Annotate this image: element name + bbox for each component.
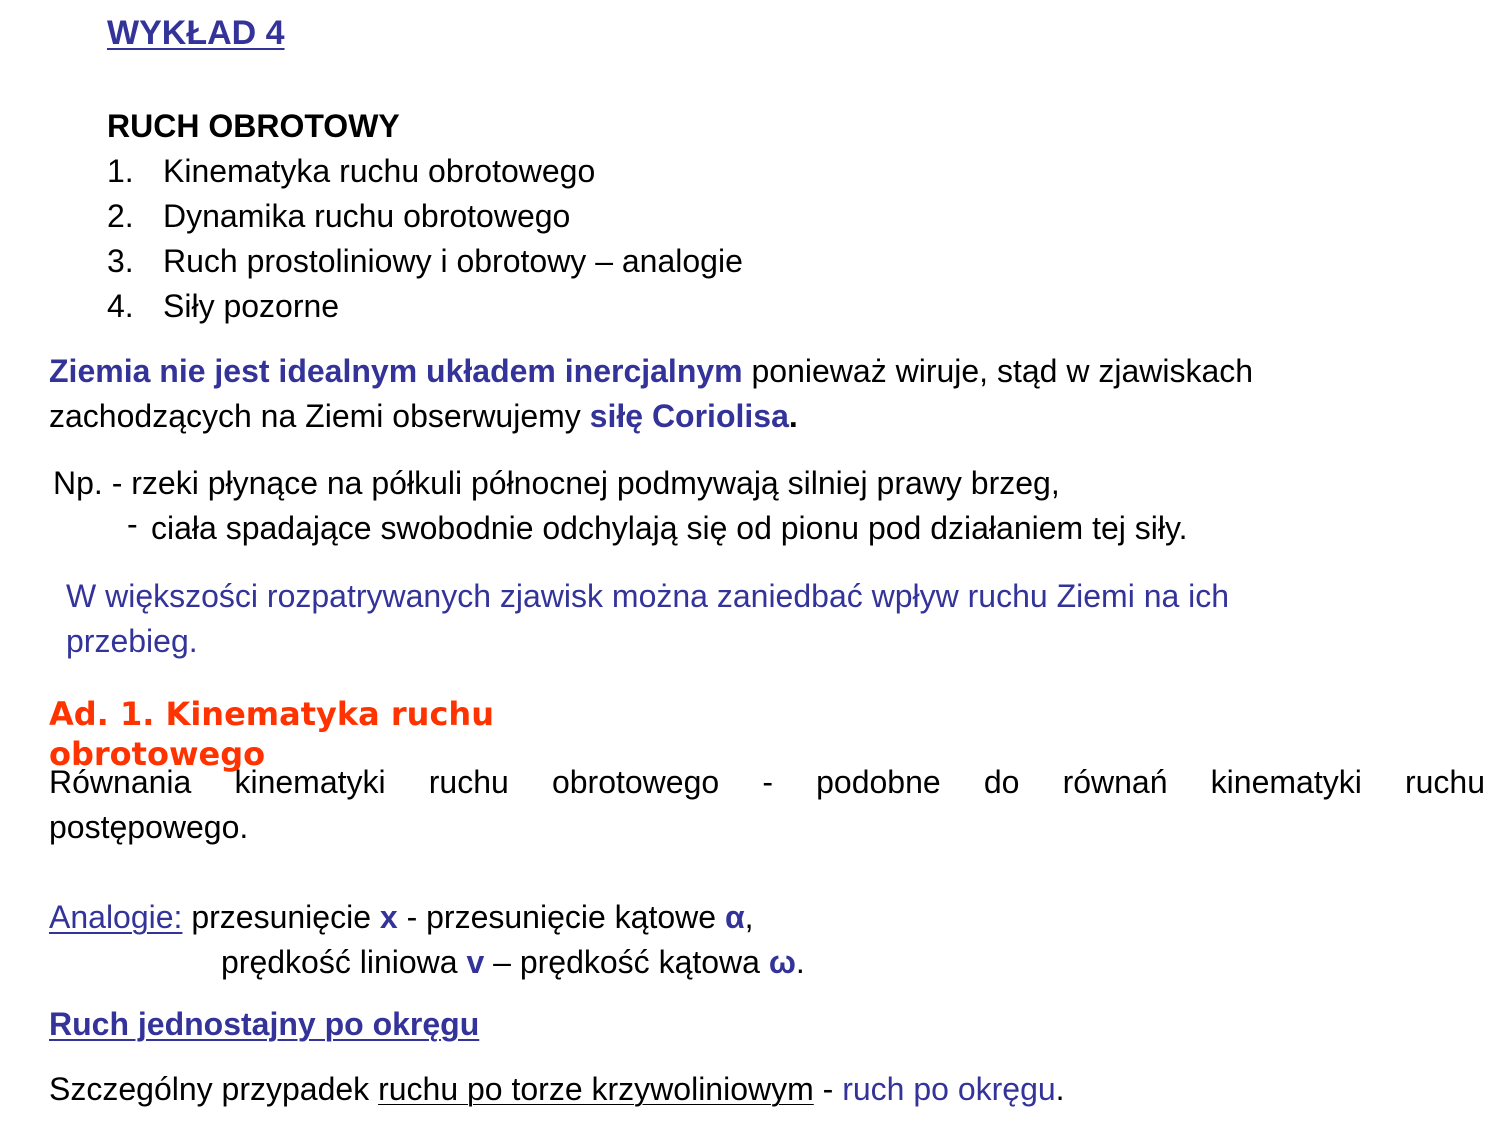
symbol-alpha: α xyxy=(724,899,745,935)
kinematics-line-1: Równania kinematyki ruchu obrotowego - podobne do równań kinematyki ruchu xyxy=(49,764,1485,800)
special-case-text: Szczególny przypadek xyxy=(49,1071,379,1107)
analogies-label: Analogie: xyxy=(49,899,183,935)
analogies-comma: , xyxy=(744,899,754,935)
coriolis-term: siłę Coriolisa xyxy=(589,398,789,434)
outline-item-1 xyxy=(107,149,743,194)
symbol-omega: ω xyxy=(768,944,796,980)
special-case-line xyxy=(49,1067,1065,1112)
outline-text: Dynamika ruchu obrotowego xyxy=(163,198,571,234)
examples-line-1: Np. - rzeki płynące na półkuli północnej podmywają silniej prawy brzeg, xyxy=(53,465,1060,501)
outline-text: Kinematyka ruchu obrotowego xyxy=(163,153,596,189)
circular-motion-term: ruch po okręgu xyxy=(842,1071,1056,1107)
examples-line-2: ciała spadające swobodnie odchylają się od pionu pod działaniem tej siły. xyxy=(151,510,1188,546)
section-1-heading: Ad. 1. Kinematyka ruchu obrotowego xyxy=(49,695,494,773)
outline-item-4 xyxy=(107,284,743,329)
symbol-v: v xyxy=(466,944,485,980)
special-case-dash: - xyxy=(813,1071,843,1107)
kinematics-line-2: postępowego. xyxy=(49,809,249,845)
note-line-1: W większości rozpatrywanych zjawisk można zaniedbać wpływ ruchu Ziemi na ich xyxy=(66,578,1230,614)
earth-text-2: zachodzących na Ziemi obserwujemy xyxy=(49,398,590,434)
analogies-text: przesunięcie xyxy=(182,899,380,935)
earth-emphasis: Ziemia nie jest idealnym układem inercjalnym xyxy=(49,353,743,389)
outline-list xyxy=(107,149,743,329)
symbol-x: x xyxy=(379,899,398,935)
outline-item-2 xyxy=(107,194,743,239)
lecture-title: WYKŁAD 4 xyxy=(107,14,285,52)
note-line-2: przebieg. xyxy=(66,623,198,659)
section-heading-rotational-motion: RUCH OBROTOWY xyxy=(107,108,400,144)
earth-period: . xyxy=(788,398,798,434)
outline-text: Ruch prostoliniowy i obrotowy – analogie xyxy=(163,243,743,279)
analogies-period: . xyxy=(795,944,805,980)
special-case-period: . xyxy=(1055,1071,1065,1107)
analogies-line-2 xyxy=(221,940,805,985)
analogies-text: - przesunięcie kątowe xyxy=(397,899,725,935)
analogies-text: – prędkość kątowa xyxy=(484,944,769,980)
outline-number: 4. xyxy=(107,288,134,324)
curvilinear-path-term: ruchu po torze krzywoliniowym xyxy=(378,1071,814,1107)
outline-text: Siły pozorne xyxy=(163,288,340,324)
uniform-circular-heading: Ruch jednostajny po okręgu xyxy=(49,1006,480,1042)
outline-item-3 xyxy=(107,239,743,284)
earth-line-2 xyxy=(49,394,1253,439)
outline-number: 2. xyxy=(107,198,134,234)
analogies-line-1 xyxy=(49,895,754,940)
analogies-text: prędkość liniowa xyxy=(221,944,467,980)
earth-line-1 xyxy=(49,349,1253,394)
earth-text: ponieważ wiruje, stąd w zjawiskach xyxy=(742,353,1254,389)
outline-number: 1. xyxy=(107,153,134,189)
outline-number: 3. xyxy=(107,243,134,279)
examples-dash: - xyxy=(127,506,138,542)
earth-paragraph xyxy=(49,349,1253,439)
